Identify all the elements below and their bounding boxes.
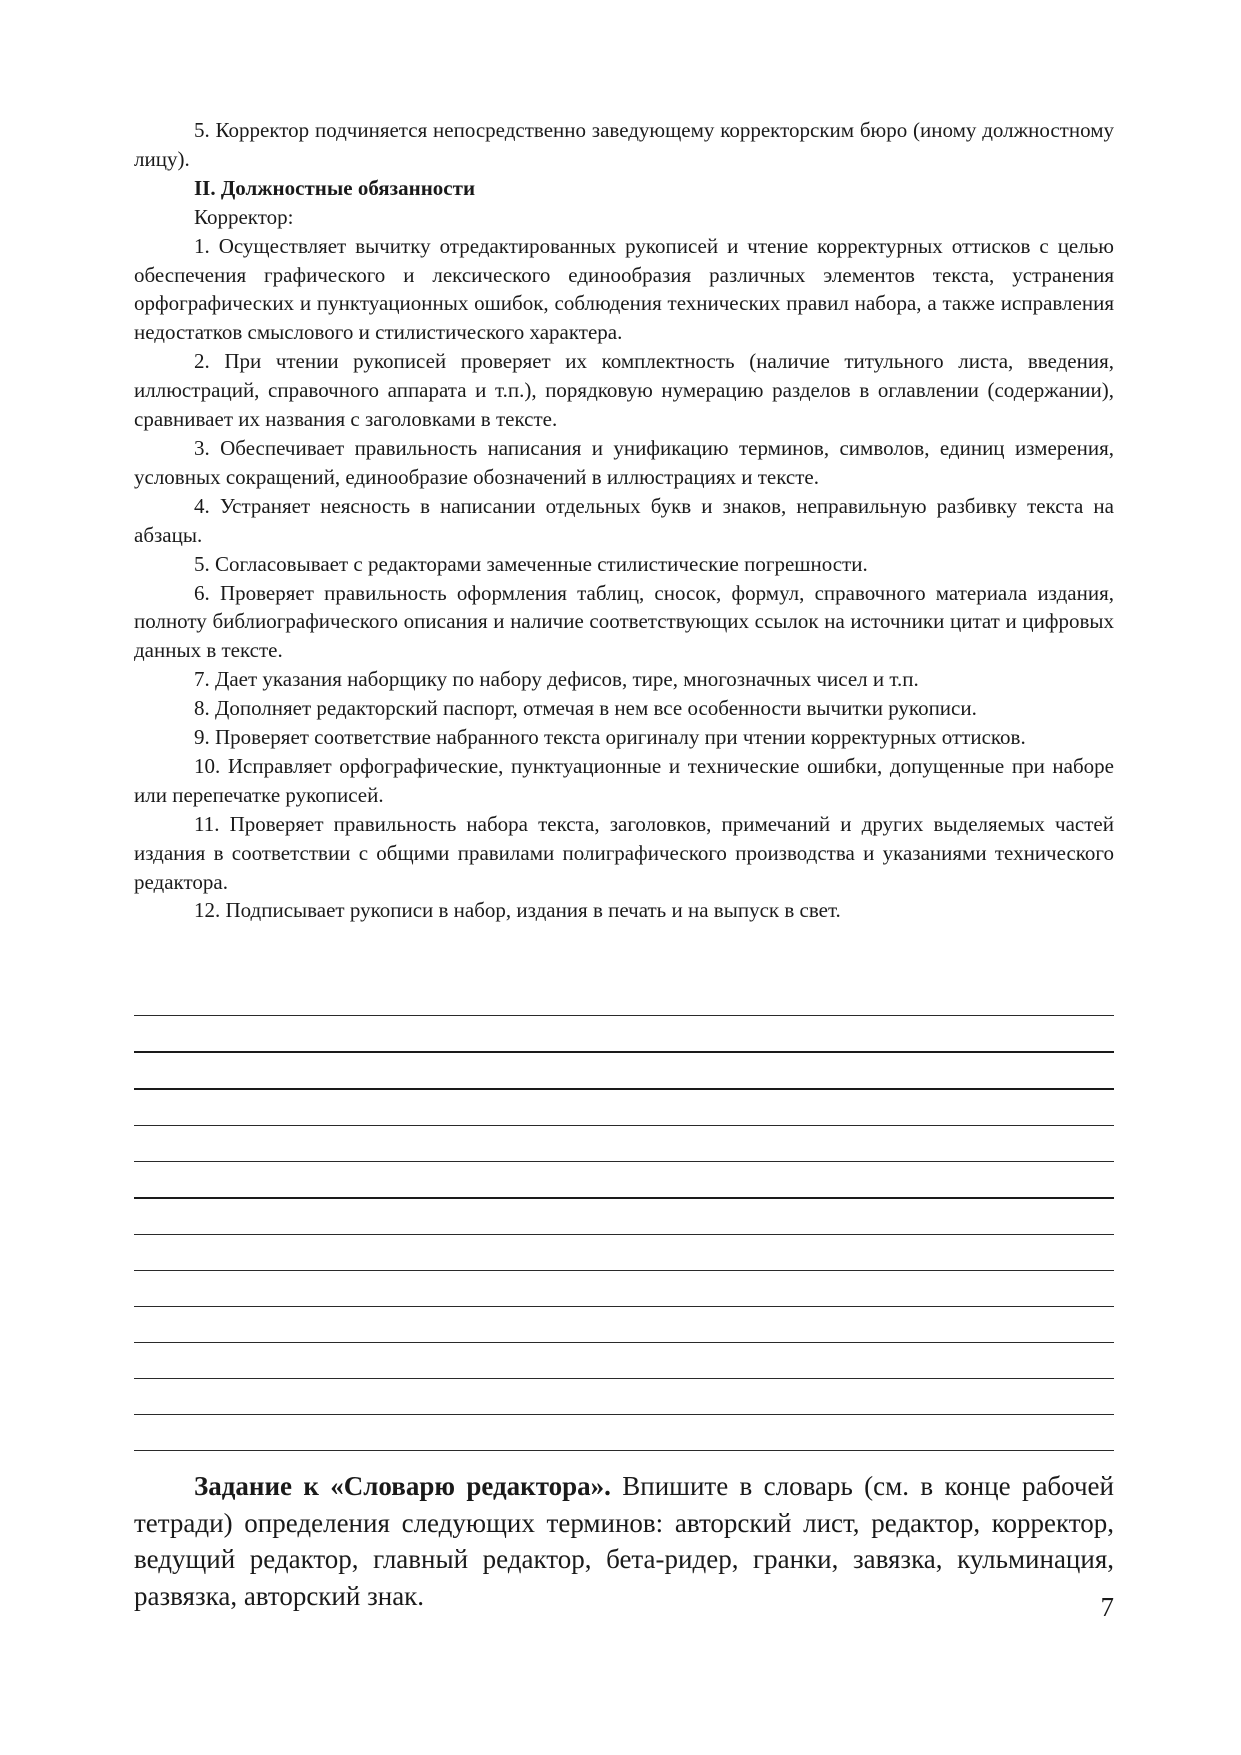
- paragraph-duty-12: 12. Подписывает рукописи в набор, издания в печать и на выпуск в свет.: [194, 898, 841, 923]
- paragraph-duty-8: 8. Дополняет редакторский паспорт, отмечая в нем все особенности вычитки рукописи.: [194, 696, 977, 721]
- writing-line: [134, 1051, 1114, 1053]
- writing-line: [134, 1234, 1114, 1235]
- writing-line: [134, 1197, 1114, 1199]
- main-text: [134, 116, 1114, 925]
- paragraph-clause-5: 5. Корректор подчиняется непосредственно заведующему корректорским бюро (иному должностному лицу).: [134, 118, 1114, 171]
- writing-line: [134, 1270, 1114, 1271]
- writing-line: [134, 1161, 1114, 1162]
- paragraph-intro: Корректор:: [194, 204, 294, 229]
- writing-line: [134, 1306, 1114, 1307]
- paragraph-duty-3: 3. Обеспечивает правильность написания и унификацию терминов, символов, единиц измерения, условных сокращений, единообразие обозначений в иллюстрациях и тексте.: [134, 435, 1114, 489]
- writing-line: [134, 1414, 1114, 1415]
- task-paragraph: [134, 1468, 1114, 1614]
- paragraph-duty-6: 6. Проверяет правильность оформления таблиц, сносок, формул, справочного материала издания, полноту библиографического описания и наличие соответствующих ссылок на источники цитат и цифровых данных в тексте.: [134, 580, 1114, 663]
- paragraph-duty-4: 4. Устраняет неясность в написании отдельных букв и знаков, неправильную разбивку текста на абзацы.: [134, 493, 1114, 547]
- paragraph-duty-10: 10. Исправляет орфографические, пунктуационные и технические ошибки, допущенные при наборе или перепечатке рукописей.: [134, 753, 1114, 807]
- writing-line: [134, 1088, 1114, 1090]
- writing-line: [134, 1450, 1114, 1451]
- writing-lines: [134, 1015, 1114, 1486]
- writing-line: [134, 1378, 1114, 1379]
- paragraph-duty-2: 2. При чтении рукописей проверяет их комплектность (наличие титульного листа, введения, иллюстраций, справочного аппарата и т.п.), порядковую нумерацию разделов в оглавлении (содержании), сравнивает их названия с заголовками в тексте.: [134, 349, 1114, 432]
- paragraph-duty-5: 5. Согласовывает с редакторами замеченные стилистические погрешности.: [194, 551, 868, 576]
- dictionary-task: [134, 1468, 1114, 1614]
- paragraph-duty-7: 7. Дает указания наборщику по набору дефисов, тире, многозначных чисел и т.п.: [194, 667, 919, 692]
- paragraph-duty-11: 11. Проверяет правильность набора текста, заголовков, примечаний и других выделяемых частей издания в соответствии с общими правилами полиграфического производства и указаниями технического редактора.: [134, 811, 1114, 894]
- writing-line: [134, 1015, 1114, 1016]
- task-text: Впишите в словарь (см. в конце рабочей тетради) определения следующих терминов: авторский лист, редактор, корректор, ведущий редактор, главный редактор, бета-ридер, гранки, завязка, кульминация, развязка, авторский знак.: [134, 1471, 1114, 1611]
- page-number: 7: [1100, 1592, 1114, 1622]
- task-title: Задание к «Словарю редактора».: [194, 1471, 611, 1501]
- writing-line: [134, 1342, 1114, 1343]
- writing-line: [134, 1125, 1114, 1126]
- section-heading: II. Должностные обязанности: [194, 175, 476, 200]
- paragraph-duty-1: 1. Осуществляет вычитку отредактированных рукописей и чтение корректурных оттисков с целью обеспечения графического и лексического единообразия различных элементов текста, устранения орфографических и пунктуационных ошибок, соблюдения технических правил набора, а также исправления недостатков смыслового и стилистического характера.: [134, 233, 1114, 345]
- paragraph-duty-9: 9. Проверяет соответствие набранного текста оригиналу при чтении корректурных оттисков.: [194, 725, 1026, 750]
